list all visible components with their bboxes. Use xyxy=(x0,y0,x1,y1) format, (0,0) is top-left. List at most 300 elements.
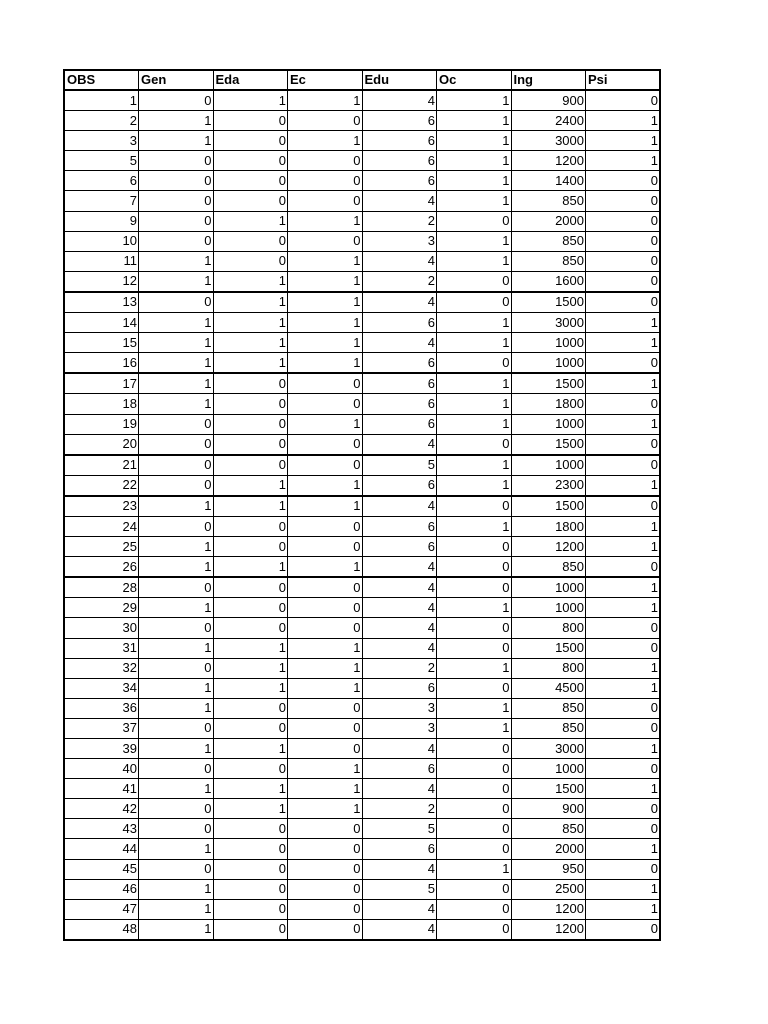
cell-obs[interactable]: 28 xyxy=(64,577,139,598)
cell-ec[interactable]: 1 xyxy=(288,678,363,698)
cell-ing[interactable]: 850 xyxy=(511,557,586,578)
cell-ing[interactable]: 1600 xyxy=(511,271,586,292)
cell-psi[interactable]: 0 xyxy=(586,90,661,111)
cell-ec[interactable]: 0 xyxy=(288,899,363,919)
cell-psi[interactable]: 0 xyxy=(586,434,661,455)
cell-psi[interactable]: 1 xyxy=(586,313,661,333)
cell-edu[interactable]: 6 xyxy=(362,537,437,557)
cell-edu[interactable]: 2 xyxy=(362,658,437,678)
cell-ec[interactable]: 0 xyxy=(288,394,363,414)
cell-psi[interactable]: 1 xyxy=(586,475,661,496)
cell-ec[interactable]: 0 xyxy=(288,434,363,455)
cell-edu[interactable]: 4 xyxy=(362,739,437,759)
cell-ec[interactable]: 1 xyxy=(288,271,363,292)
cell-eda[interactable]: 0 xyxy=(213,516,288,536)
cell-ec[interactable]: 0 xyxy=(288,879,363,899)
cell-psi[interactable]: 1 xyxy=(586,131,661,151)
cell-gen[interactable]: 1 xyxy=(139,779,214,799)
cell-gen[interactable]: 0 xyxy=(139,759,214,779)
cell-edu[interactable]: 4 xyxy=(362,191,437,211)
cell-ec[interactable]: 0 xyxy=(288,698,363,718)
cell-ing[interactable]: 2400 xyxy=(511,111,586,131)
cell-oc[interactable]: 1 xyxy=(437,475,512,496)
cell-oc[interactable]: 0 xyxy=(437,819,512,839)
cell-ec[interactable]: 0 xyxy=(288,516,363,536)
cell-ec[interactable]: 1 xyxy=(288,638,363,658)
cell-obs[interactable]: 15 xyxy=(64,333,139,353)
cell-gen[interactable]: 1 xyxy=(139,251,214,271)
cell-psi[interactable]: 0 xyxy=(586,353,661,374)
cell-psi[interactable]: 1 xyxy=(586,899,661,919)
header-cell-ing[interactable]: Ing xyxy=(511,70,586,90)
cell-oc[interactable]: 0 xyxy=(437,496,512,517)
cell-obs[interactable]: 32 xyxy=(64,658,139,678)
cell-eda[interactable]: 0 xyxy=(213,251,288,271)
cell-ec[interactable]: 1 xyxy=(288,131,363,151)
cell-gen[interactable]: 0 xyxy=(139,475,214,496)
cell-obs[interactable]: 40 xyxy=(64,759,139,779)
cell-ec[interactable]: 0 xyxy=(288,111,363,131)
cell-psi[interactable]: 1 xyxy=(586,678,661,698)
cell-oc[interactable]: 1 xyxy=(437,859,512,879)
cell-psi[interactable]: 0 xyxy=(586,251,661,271)
cell-psi[interactable]: 0 xyxy=(586,698,661,718)
cell-oc[interactable]: 0 xyxy=(437,638,512,658)
cell-ing[interactable]: 1800 xyxy=(511,516,586,536)
cell-edu[interactable]: 4 xyxy=(362,496,437,517)
cell-oc[interactable]: 1 xyxy=(437,151,512,171)
cell-gen[interactable]: 1 xyxy=(139,557,214,578)
cell-gen[interactable]: 1 xyxy=(139,333,214,353)
cell-obs[interactable]: 37 xyxy=(64,718,139,738)
cell-eda[interactable]: 0 xyxy=(213,839,288,859)
cell-obs[interactable]: 34 xyxy=(64,678,139,698)
cell-gen[interactable]: 1 xyxy=(139,394,214,414)
cell-ing[interactable]: 1500 xyxy=(511,779,586,799)
cell-oc[interactable]: 0 xyxy=(437,292,512,313)
cell-obs[interactable]: 11 xyxy=(64,251,139,271)
cell-obs[interactable]: 2 xyxy=(64,111,139,131)
cell-eda[interactable]: 1 xyxy=(213,90,288,111)
cell-ec[interactable]: 0 xyxy=(288,919,363,940)
cell-obs[interactable]: 3 xyxy=(64,131,139,151)
cell-edu[interactable]: 4 xyxy=(362,577,437,598)
cell-eda[interactable]: 1 xyxy=(213,496,288,517)
cell-psi[interactable]: 0 xyxy=(586,919,661,940)
cell-ing[interactable]: 3000 xyxy=(511,313,586,333)
cell-edu[interactable]: 5 xyxy=(362,819,437,839)
cell-oc[interactable]: 0 xyxy=(437,919,512,940)
cell-oc[interactable]: 0 xyxy=(437,353,512,374)
cell-obs[interactable]: 47 xyxy=(64,899,139,919)
cell-eda[interactable]: 0 xyxy=(213,919,288,940)
cell-eda[interactable]: 1 xyxy=(213,313,288,333)
cell-psi[interactable]: 1 xyxy=(586,739,661,759)
cell-psi[interactable]: 0 xyxy=(586,718,661,738)
cell-eda[interactable]: 1 xyxy=(213,475,288,496)
cell-psi[interactable]: 0 xyxy=(586,859,661,879)
cell-ec[interactable]: 1 xyxy=(288,211,363,231)
cell-eda[interactable]: 0 xyxy=(213,434,288,455)
cell-edu[interactable]: 4 xyxy=(362,638,437,658)
cell-gen[interactable]: 1 xyxy=(139,678,214,698)
cell-ing[interactable]: 2500 xyxy=(511,879,586,899)
cell-oc[interactable]: 0 xyxy=(437,537,512,557)
cell-ec[interactable]: 1 xyxy=(288,313,363,333)
cell-psi[interactable]: 0 xyxy=(586,191,661,211)
cell-oc[interactable]: 1 xyxy=(437,598,512,618)
cell-gen[interactable]: 0 xyxy=(139,819,214,839)
cell-ec[interactable]: 0 xyxy=(288,718,363,738)
cell-ec[interactable]: 1 xyxy=(288,779,363,799)
cell-ec[interactable]: 1 xyxy=(288,90,363,111)
cell-edu[interactable]: 6 xyxy=(362,313,437,333)
cell-eda[interactable]: 1 xyxy=(213,739,288,759)
cell-psi[interactable]: 1 xyxy=(586,414,661,434)
cell-obs[interactable]: 21 xyxy=(64,455,139,476)
cell-edu[interactable]: 5 xyxy=(362,455,437,476)
cell-edu[interactable]: 3 xyxy=(362,698,437,718)
cell-ing[interactable]: 800 xyxy=(511,618,586,638)
cell-gen[interactable]: 0 xyxy=(139,859,214,879)
cell-ing[interactable]: 850 xyxy=(511,819,586,839)
cell-ing[interactable]: 3000 xyxy=(511,131,586,151)
cell-ec[interactable]: 0 xyxy=(288,577,363,598)
cell-ec[interactable]: 1 xyxy=(288,333,363,353)
cell-gen[interactable]: 1 xyxy=(139,839,214,859)
cell-oc[interactable]: 1 xyxy=(437,90,512,111)
cell-ing[interactable]: 850 xyxy=(511,718,586,738)
cell-psi[interactable]: 1 xyxy=(586,373,661,394)
header-cell-gen[interactable]: Gen xyxy=(139,70,214,90)
cell-oc[interactable]: 1 xyxy=(437,718,512,738)
cell-oc[interactable]: 1 xyxy=(437,131,512,151)
cell-ing[interactable]: 1500 xyxy=(511,292,586,313)
cell-oc[interactable]: 1 xyxy=(437,171,512,191)
cell-eda[interactable]: 0 xyxy=(213,171,288,191)
cell-obs[interactable]: 13 xyxy=(64,292,139,313)
cell-edu[interactable]: 2 xyxy=(362,211,437,231)
cell-ec[interactable]: 1 xyxy=(288,251,363,271)
cell-psi[interactable]: 0 xyxy=(586,799,661,819)
cell-obs[interactable]: 30 xyxy=(64,618,139,638)
cell-oc[interactable]: 1 xyxy=(437,333,512,353)
cell-psi[interactable]: 1 xyxy=(586,879,661,899)
cell-oc[interactable]: 0 xyxy=(437,434,512,455)
cell-edu[interactable]: 4 xyxy=(362,779,437,799)
cell-eda[interactable]: 0 xyxy=(213,455,288,476)
cell-psi[interactable]: 1 xyxy=(586,151,661,171)
header-cell-eda[interactable]: Eda xyxy=(213,70,288,90)
cell-oc[interactable]: 0 xyxy=(437,759,512,779)
cell-eda[interactable]: 0 xyxy=(213,859,288,879)
cell-psi[interactable]: 1 xyxy=(586,839,661,859)
cell-gen[interactable]: 0 xyxy=(139,211,214,231)
cell-edu[interactable]: 4 xyxy=(362,598,437,618)
cell-gen[interactable]: 0 xyxy=(139,90,214,111)
cell-oc[interactable]: 1 xyxy=(437,231,512,251)
cell-psi[interactable]: 0 xyxy=(586,557,661,578)
cell-eda[interactable]: 0 xyxy=(213,819,288,839)
cell-eda[interactable]: 0 xyxy=(213,577,288,598)
cell-ing[interactable]: 950 xyxy=(511,859,586,879)
cell-ec[interactable]: 0 xyxy=(288,839,363,859)
cell-gen[interactable]: 0 xyxy=(139,171,214,191)
cell-edu[interactable]: 4 xyxy=(362,292,437,313)
cell-ing[interactable]: 1800 xyxy=(511,394,586,414)
cell-edu[interactable]: 4 xyxy=(362,251,437,271)
cell-ec[interactable]: 0 xyxy=(288,151,363,171)
cell-obs[interactable]: 9 xyxy=(64,211,139,231)
cell-gen[interactable]: 0 xyxy=(139,151,214,171)
cell-oc[interactable]: 1 xyxy=(437,313,512,333)
cell-oc[interactable]: 0 xyxy=(437,779,512,799)
cell-ec[interactable]: 1 xyxy=(288,353,363,374)
cell-eda[interactable]: 1 xyxy=(213,353,288,374)
cell-gen[interactable]: 0 xyxy=(139,516,214,536)
cell-gen[interactable]: 0 xyxy=(139,577,214,598)
cell-ec[interactable]: 0 xyxy=(288,819,363,839)
cell-oc[interactable]: 0 xyxy=(437,739,512,759)
cell-eda[interactable]: 0 xyxy=(213,394,288,414)
cell-oc[interactable]: 0 xyxy=(437,618,512,638)
cell-obs[interactable]: 29 xyxy=(64,598,139,618)
cell-obs[interactable]: 45 xyxy=(64,859,139,879)
cell-gen[interactable]: 1 xyxy=(139,598,214,618)
cell-psi[interactable]: 1 xyxy=(586,577,661,598)
cell-ing[interactable]: 850 xyxy=(511,251,586,271)
cell-edu[interactable]: 2 xyxy=(362,271,437,292)
cell-edu[interactable]: 4 xyxy=(362,90,437,111)
cell-eda[interactable]: 1 xyxy=(213,638,288,658)
cell-obs[interactable]: 24 xyxy=(64,516,139,536)
cell-edu[interactable]: 6 xyxy=(362,373,437,394)
cell-gen[interactable]: 0 xyxy=(139,434,214,455)
cell-eda[interactable]: 0 xyxy=(213,598,288,618)
cell-ec[interactable]: 1 xyxy=(288,799,363,819)
cell-gen[interactable]: 1 xyxy=(139,879,214,899)
cell-ec[interactable]: 1 xyxy=(288,557,363,578)
cell-gen[interactable]: 1 xyxy=(139,899,214,919)
cell-ing[interactable]: 1200 xyxy=(511,899,586,919)
cell-psi[interactable]: 1 xyxy=(586,779,661,799)
cell-ec[interactable]: 0 xyxy=(288,455,363,476)
cell-eda[interactable]: 1 xyxy=(213,333,288,353)
cell-edu[interactable]: 4 xyxy=(362,434,437,455)
cell-gen[interactable]: 1 xyxy=(139,919,214,940)
cell-obs[interactable]: 26 xyxy=(64,557,139,578)
cell-eda[interactable]: 0 xyxy=(213,151,288,171)
cell-obs[interactable]: 5 xyxy=(64,151,139,171)
cell-obs[interactable]: 7 xyxy=(64,191,139,211)
cell-edu[interactable]: 5 xyxy=(362,879,437,899)
cell-edu[interactable]: 4 xyxy=(362,557,437,578)
cell-psi[interactable]: 0 xyxy=(586,618,661,638)
cell-psi[interactable]: 0 xyxy=(586,819,661,839)
cell-gen[interactable]: 1 xyxy=(139,373,214,394)
cell-oc[interactable]: 1 xyxy=(437,111,512,131)
cell-eda[interactable]: 0 xyxy=(213,414,288,434)
cell-obs[interactable]: 46 xyxy=(64,879,139,899)
cell-oc[interactable]: 0 xyxy=(437,577,512,598)
cell-oc[interactable]: 1 xyxy=(437,455,512,476)
cell-psi[interactable]: 0 xyxy=(586,496,661,517)
cell-eda[interactable]: 1 xyxy=(213,779,288,799)
cell-gen[interactable]: 1 xyxy=(139,698,214,718)
cell-ec[interactable]: 1 xyxy=(288,759,363,779)
cell-ing[interactable]: 1000 xyxy=(511,353,586,374)
cell-edu[interactable]: 4 xyxy=(362,919,437,940)
cell-obs[interactable]: 25 xyxy=(64,537,139,557)
cell-oc[interactable]: 0 xyxy=(437,799,512,819)
cell-edu[interactable]: 6 xyxy=(362,475,437,496)
cell-edu[interactable]: 2 xyxy=(362,799,437,819)
cell-edu[interactable]: 3 xyxy=(362,718,437,738)
cell-ec[interactable]: 0 xyxy=(288,859,363,879)
header-cell-edu[interactable]: Edu xyxy=(362,70,437,90)
cell-oc[interactable]: 1 xyxy=(437,658,512,678)
cell-eda[interactable]: 0 xyxy=(213,718,288,738)
cell-ing[interactable]: 1000 xyxy=(511,333,586,353)
cell-edu[interactable]: 6 xyxy=(362,516,437,536)
cell-eda[interactable]: 1 xyxy=(213,658,288,678)
cell-psi[interactable]: 0 xyxy=(586,271,661,292)
cell-psi[interactable]: 0 xyxy=(586,638,661,658)
cell-eda[interactable]: 1 xyxy=(213,211,288,231)
cell-edu[interactable]: 6 xyxy=(362,131,437,151)
cell-eda[interactable]: 1 xyxy=(213,557,288,578)
cell-obs[interactable]: 36 xyxy=(64,698,139,718)
cell-ing[interactable]: 1500 xyxy=(511,434,586,455)
cell-psi[interactable]: 1 xyxy=(586,658,661,678)
cell-psi[interactable]: 0 xyxy=(586,455,661,476)
cell-gen[interactable]: 0 xyxy=(139,292,214,313)
cell-eda[interactable]: 0 xyxy=(213,373,288,394)
cell-oc[interactable]: 1 xyxy=(437,698,512,718)
cell-gen[interactable]: 1 xyxy=(139,313,214,333)
cell-obs[interactable]: 44 xyxy=(64,839,139,859)
cell-obs[interactable]: 20 xyxy=(64,434,139,455)
cell-edu[interactable]: 6 xyxy=(362,414,437,434)
cell-edu[interactable]: 6 xyxy=(362,111,437,131)
header-cell-ec[interactable]: Ec xyxy=(288,70,363,90)
cell-obs[interactable]: 16 xyxy=(64,353,139,374)
cell-ing[interactable]: 4500 xyxy=(511,678,586,698)
cell-psi[interactable]: 0 xyxy=(586,292,661,313)
cell-oc[interactable]: 1 xyxy=(437,251,512,271)
cell-obs[interactable]: 10 xyxy=(64,231,139,251)
cell-ing[interactable]: 1500 xyxy=(511,496,586,517)
cell-ing[interactable]: 800 xyxy=(511,658,586,678)
cell-oc[interactable]: 0 xyxy=(437,271,512,292)
cell-ec[interactable]: 0 xyxy=(288,537,363,557)
cell-edu[interactable]: 4 xyxy=(362,859,437,879)
cell-ec[interactable]: 1 xyxy=(288,658,363,678)
cell-eda[interactable]: 1 xyxy=(213,678,288,698)
cell-ec[interactable]: 1 xyxy=(288,292,363,313)
cell-ing[interactable]: 900 xyxy=(511,799,586,819)
cell-edu[interactable]: 4 xyxy=(362,618,437,638)
cell-oc[interactable]: 0 xyxy=(437,839,512,859)
cell-gen[interactable]: 0 xyxy=(139,455,214,476)
cell-eda[interactable]: 1 xyxy=(213,271,288,292)
cell-gen[interactable]: 0 xyxy=(139,414,214,434)
header-cell-oc[interactable]: Oc xyxy=(437,70,512,90)
cell-ec[interactable]: 1 xyxy=(288,414,363,434)
cell-ing[interactable]: 1000 xyxy=(511,598,586,618)
cell-obs[interactable]: 43 xyxy=(64,819,139,839)
cell-gen[interactable]: 0 xyxy=(139,799,214,819)
cell-obs[interactable]: 31 xyxy=(64,638,139,658)
cell-psi[interactable]: 1 xyxy=(586,111,661,131)
cell-oc[interactable]: 1 xyxy=(437,191,512,211)
cell-gen[interactable]: 1 xyxy=(139,131,214,151)
cell-ing[interactable]: 1000 xyxy=(511,455,586,476)
cell-oc[interactable]: 0 xyxy=(437,557,512,578)
cell-ing[interactable]: 1200 xyxy=(511,537,586,557)
cell-edu[interactable]: 6 xyxy=(362,171,437,191)
cell-eda[interactable]: 0 xyxy=(213,618,288,638)
cell-ing[interactable]: 850 xyxy=(511,698,586,718)
cell-ec[interactable]: 0 xyxy=(288,598,363,618)
cell-ing[interactable]: 2000 xyxy=(511,839,586,859)
cell-ec[interactable]: 0 xyxy=(288,618,363,638)
cell-gen[interactable]: 1 xyxy=(139,353,214,374)
cell-eda[interactable]: 0 xyxy=(213,131,288,151)
cell-ec[interactable]: 0 xyxy=(288,191,363,211)
cell-ec[interactable]: 1 xyxy=(288,496,363,517)
cell-psi[interactable]: 1 xyxy=(586,598,661,618)
cell-oc[interactable]: 0 xyxy=(437,678,512,698)
cell-gen[interactable]: 0 xyxy=(139,658,214,678)
cell-obs[interactable]: 12 xyxy=(64,271,139,292)
cell-edu[interactable]: 4 xyxy=(362,899,437,919)
cell-psi[interactable]: 0 xyxy=(586,394,661,414)
header-cell-obs[interactable]: OBS xyxy=(64,70,139,90)
cell-gen[interactable]: 0 xyxy=(139,191,214,211)
cell-ing[interactable]: 2000 xyxy=(511,211,586,231)
cell-ing[interactable]: 1500 xyxy=(511,373,586,394)
cell-ing[interactable]: 1200 xyxy=(511,151,586,171)
cell-ing[interactable]: 850 xyxy=(511,191,586,211)
cell-ing[interactable]: 2300 xyxy=(511,475,586,496)
cell-ec[interactable]: 0 xyxy=(288,231,363,251)
cell-ing[interactable]: 3000 xyxy=(511,739,586,759)
cell-edu[interactable]: 6 xyxy=(362,678,437,698)
cell-obs[interactable]: 18 xyxy=(64,394,139,414)
cell-eda[interactable]: 0 xyxy=(213,537,288,557)
cell-gen[interactable]: 0 xyxy=(139,618,214,638)
cell-ing[interactable]: 900 xyxy=(511,90,586,111)
cell-psi[interactable]: 0 xyxy=(586,211,661,231)
cell-psi[interactable]: 0 xyxy=(586,171,661,191)
cell-ing[interactable]: 1400 xyxy=(511,171,586,191)
cell-ec[interactable]: 0 xyxy=(288,373,363,394)
cell-obs[interactable]: 22 xyxy=(64,475,139,496)
cell-psi[interactable]: 1 xyxy=(586,333,661,353)
cell-eda[interactable]: 0 xyxy=(213,759,288,779)
cell-oc[interactable]: 1 xyxy=(437,414,512,434)
header-cell-psi[interactable]: Psi xyxy=(586,70,661,90)
cell-gen[interactable]: 0 xyxy=(139,231,214,251)
cell-obs[interactable]: 14 xyxy=(64,313,139,333)
cell-edu[interactable]: 6 xyxy=(362,151,437,171)
cell-eda[interactable]: 1 xyxy=(213,292,288,313)
cell-edu[interactable]: 4 xyxy=(362,333,437,353)
cell-gen[interactable]: 1 xyxy=(139,537,214,557)
cell-ec[interactable]: 0 xyxy=(288,739,363,759)
cell-eda[interactable]: 0 xyxy=(213,899,288,919)
